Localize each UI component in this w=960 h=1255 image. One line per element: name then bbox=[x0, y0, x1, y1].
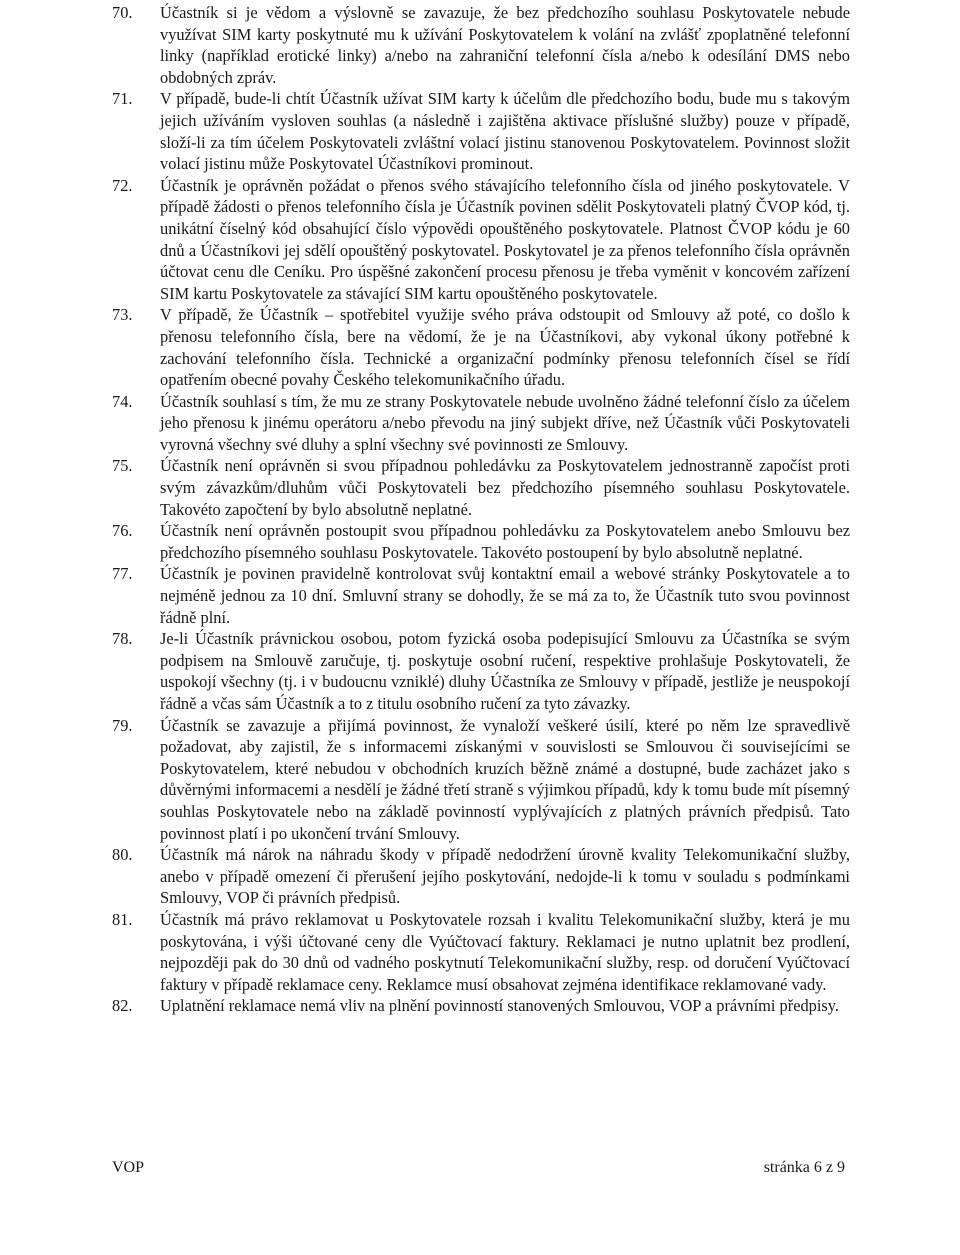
clause-number: 79. bbox=[112, 715, 133, 735]
clause-number: 82. bbox=[112, 996, 133, 1016]
clause-number: 70. bbox=[112, 3, 133, 22]
clause-number: 75. bbox=[112, 456, 133, 476]
clause-text: Uplatnění reklamace nemá vliv na plnění povinností stanovených Smlouvou, VOP a právními předpisy. bbox=[160, 996, 840, 1016]
clause-text: V případě, že Účastník – spotřebitel využije svého práva odstoupit od Smlouvy až poté, co došlo k přenosu telefonního čísla, bere na vědomí, že je na Účastníkovi, aby vykonal úkony potřebné k zachování telefonního čísla. Technické a organizační podmínky přenosu telefonních čísel se řídí opatřením obecné povahy Českého telekomunikačního úřadu. bbox=[160, 305, 850, 390]
clause-item bbox=[112, 909, 850, 995]
clause-list bbox=[112, 2, 850, 1017]
clause-number: 77. bbox=[112, 564, 133, 584]
clause-item bbox=[112, 844, 850, 909]
clause-item bbox=[112, 455, 850, 520]
clause-text: Účastník souhlasí s tím, že mu ze strany Poskytovatele nebude uvolněno žádné telefonní číslo za účelem jeho přenosu k jinému operátoru a/nebo převodu na jiný subjekt dříve, než Účastník vůči Poskytovateli vyrovná všechny své dluhy a splní všechny své povinnosti ze Smlouvy. bbox=[160, 391, 850, 454]
clause-item bbox=[112, 520, 850, 563]
clause-item bbox=[112, 88, 850, 174]
clause-text: Účastník není oprávněn postoupit svou případnou pohledávku za Poskytovatelem anebo Smlouvu bez předchozího písemného souhlasu Poskytovatele. Takovéto postoupení by bylo absolutně neplatné. bbox=[160, 521, 850, 562]
footer-page-number: stránka 6 z 9 bbox=[763, 1159, 845, 1176]
clause-text: Účastník je povinen pravidelně kontrolovat svůj kontaktní email a webové stránky Poskytovatele a to nejméně jednou za 10 dní. Smluvní strany se dohodly, že se má za to, že Účastník tuto svou povinnost řádně plní. bbox=[160, 564, 850, 627]
clause-item bbox=[112, 304, 850, 390]
clause-number: 74. bbox=[112, 391, 133, 411]
clause-number: 78. bbox=[112, 629, 133, 649]
page-footer bbox=[112, 1158, 845, 1178]
clause-text: Účastník se zavazuje a přijímá povinnost, že vynaloží veškeré úsilí, které po něm lze spravedlivě požadovat, aby zajistil, že s informacemi získanými v souvislosti se Smlouvou či souvisejícími se Poskytovatelem, které nebudou v obchodních kruzích běžně známé a dostupné, bude zacházet jako s důvěrnými informacemi a nesdělí je žádné třetí straně s výjimkou případů, kdy k tomu bude mít písemný souhlas Poskytovatele nebo na základě povinností vyplývajících z platných právních předpisů. Tato povinnost platí i po ukončení trvání Smlouvy. bbox=[160, 715, 850, 843]
clause-text: Účastník je oprávněn požádat o přenos svého stávajícího telefonního čísla od jiného poskytovatele. V případě žádosti o přenos telefonního čísla je Účastník povinen sdělit Poskytovateli platný ČVOP kód, tj. unikátní číselný kód obsahující číslo výpovědi opouštěného poskytovatele. Platnost ČVOP kódu je 60 dnů a Účastníkovi jej sdělí opouštěný poskytovatel. Poskytovatel je za přenos telefonního čísla oprávněn účtovat cenu dle Ceníku. Pro úspěšné zakončení procesu přenosu je třeba vyměnit v koncovém zařízení SIM kartu Poskytovatele za stávající SIM kartu opouštěného poskytovatele. bbox=[160, 175, 850, 303]
clause-number: 80. bbox=[112, 845, 133, 865]
clause-text: Účastník má nárok na náhradu škody v případě nedodržení úrovně kvality Telekomunikační služby, anebo v případě omezení či přerušení jejího poskytování, nedojde-li k tomu v souladu s podmínkami Smlouvy, VOP či právních předpisů. bbox=[160, 845, 850, 908]
clause-item bbox=[112, 2, 850, 88]
clause-text: Je-li Účastník právnickou osobou, potom fyzická osoba podepisující Smlouvu za Účastníka se svým podpisem na Smlouvě zaručuje, tj. poskytuje osobní ručení, respektive prohlašuje Poskytovateli, že uspokojí všechny (tj. i v budoucnu vzniklé) dluhy Účastníka ze Smlouvy v případě, jestliže je neuspokojí řádně a včas sám Účastník a to z titulu osobního ručení za tyto závazky. bbox=[160, 629, 850, 713]
clause-item bbox=[112, 175, 850, 305]
clause-number: 76. bbox=[112, 521, 133, 541]
clause-item bbox=[112, 715, 850, 845]
clause-text: Účastník má právo reklamovat u Poskytovatele rozsah i kvalitu Telekomunikační služby, která je mu poskytována, i výši účtované ceny dle Vyúčtovací faktury. Reklamaci je nutno uplatnit bez prodlení, nejpozději pak do 30 dnů od vadného poskytnutí Telekomunikační služby, resp. od doručení Vyúčtovací faktury v případě reklamace ceny. Reklamce musí obsahovat zejména identifikace reklamované vady. bbox=[160, 909, 850, 994]
clause-number: 81. bbox=[112, 909, 133, 929]
clause-number: 73. bbox=[112, 305, 133, 325]
footer-document-name: VOP bbox=[112, 1159, 145, 1176]
clause-item bbox=[112, 995, 850, 1017]
clause-item bbox=[112, 563, 850, 628]
clause-number: 72. bbox=[112, 175, 133, 195]
clause-text: Účastník není oprávněn si svou případnou pohledávku za Poskytovatelem jednostranně započíst proti svým závazkům/dluhům vůči Poskytovateli bez předchozího písemného souhlasu Poskytovatele. Takovéto započtení by bylo absolutně neplatné. bbox=[160, 456, 850, 519]
clause-text: V případě, bude-li chtít Účastník užívat SIM karty k účelům dle předchozího bodu, bude mu s takovým jejich užíváním vysloven souhlas (a následně i zajištěna aktivace příslušné služby) pouze v případě, složí-li za tím účelem Poskytovateli zvláštní volací jistinu stanovenou Poskytovatelem. Povinnost složit volací jistinu může Poskytovatel Účastníkovi prominout. bbox=[160, 89, 850, 174]
clause-text: Účastník si je vědom a výslovně se zavazuje, že bez předchozího souhlasu Poskytovatele nebude využívat SIM karty poskytnuté mu k užívání Poskytovatelem k volání na zvlášť zpoplatněné telefonní linky (například erotické linky) a/nebo na zahraniční telefonní čísla a/nebo k odesílání DMS nebo obdobných zpráv. bbox=[160, 3, 850, 87]
clause-item bbox=[112, 391, 850, 456]
clause-item bbox=[112, 628, 850, 714]
clause-number: 71. bbox=[112, 89, 133, 109]
